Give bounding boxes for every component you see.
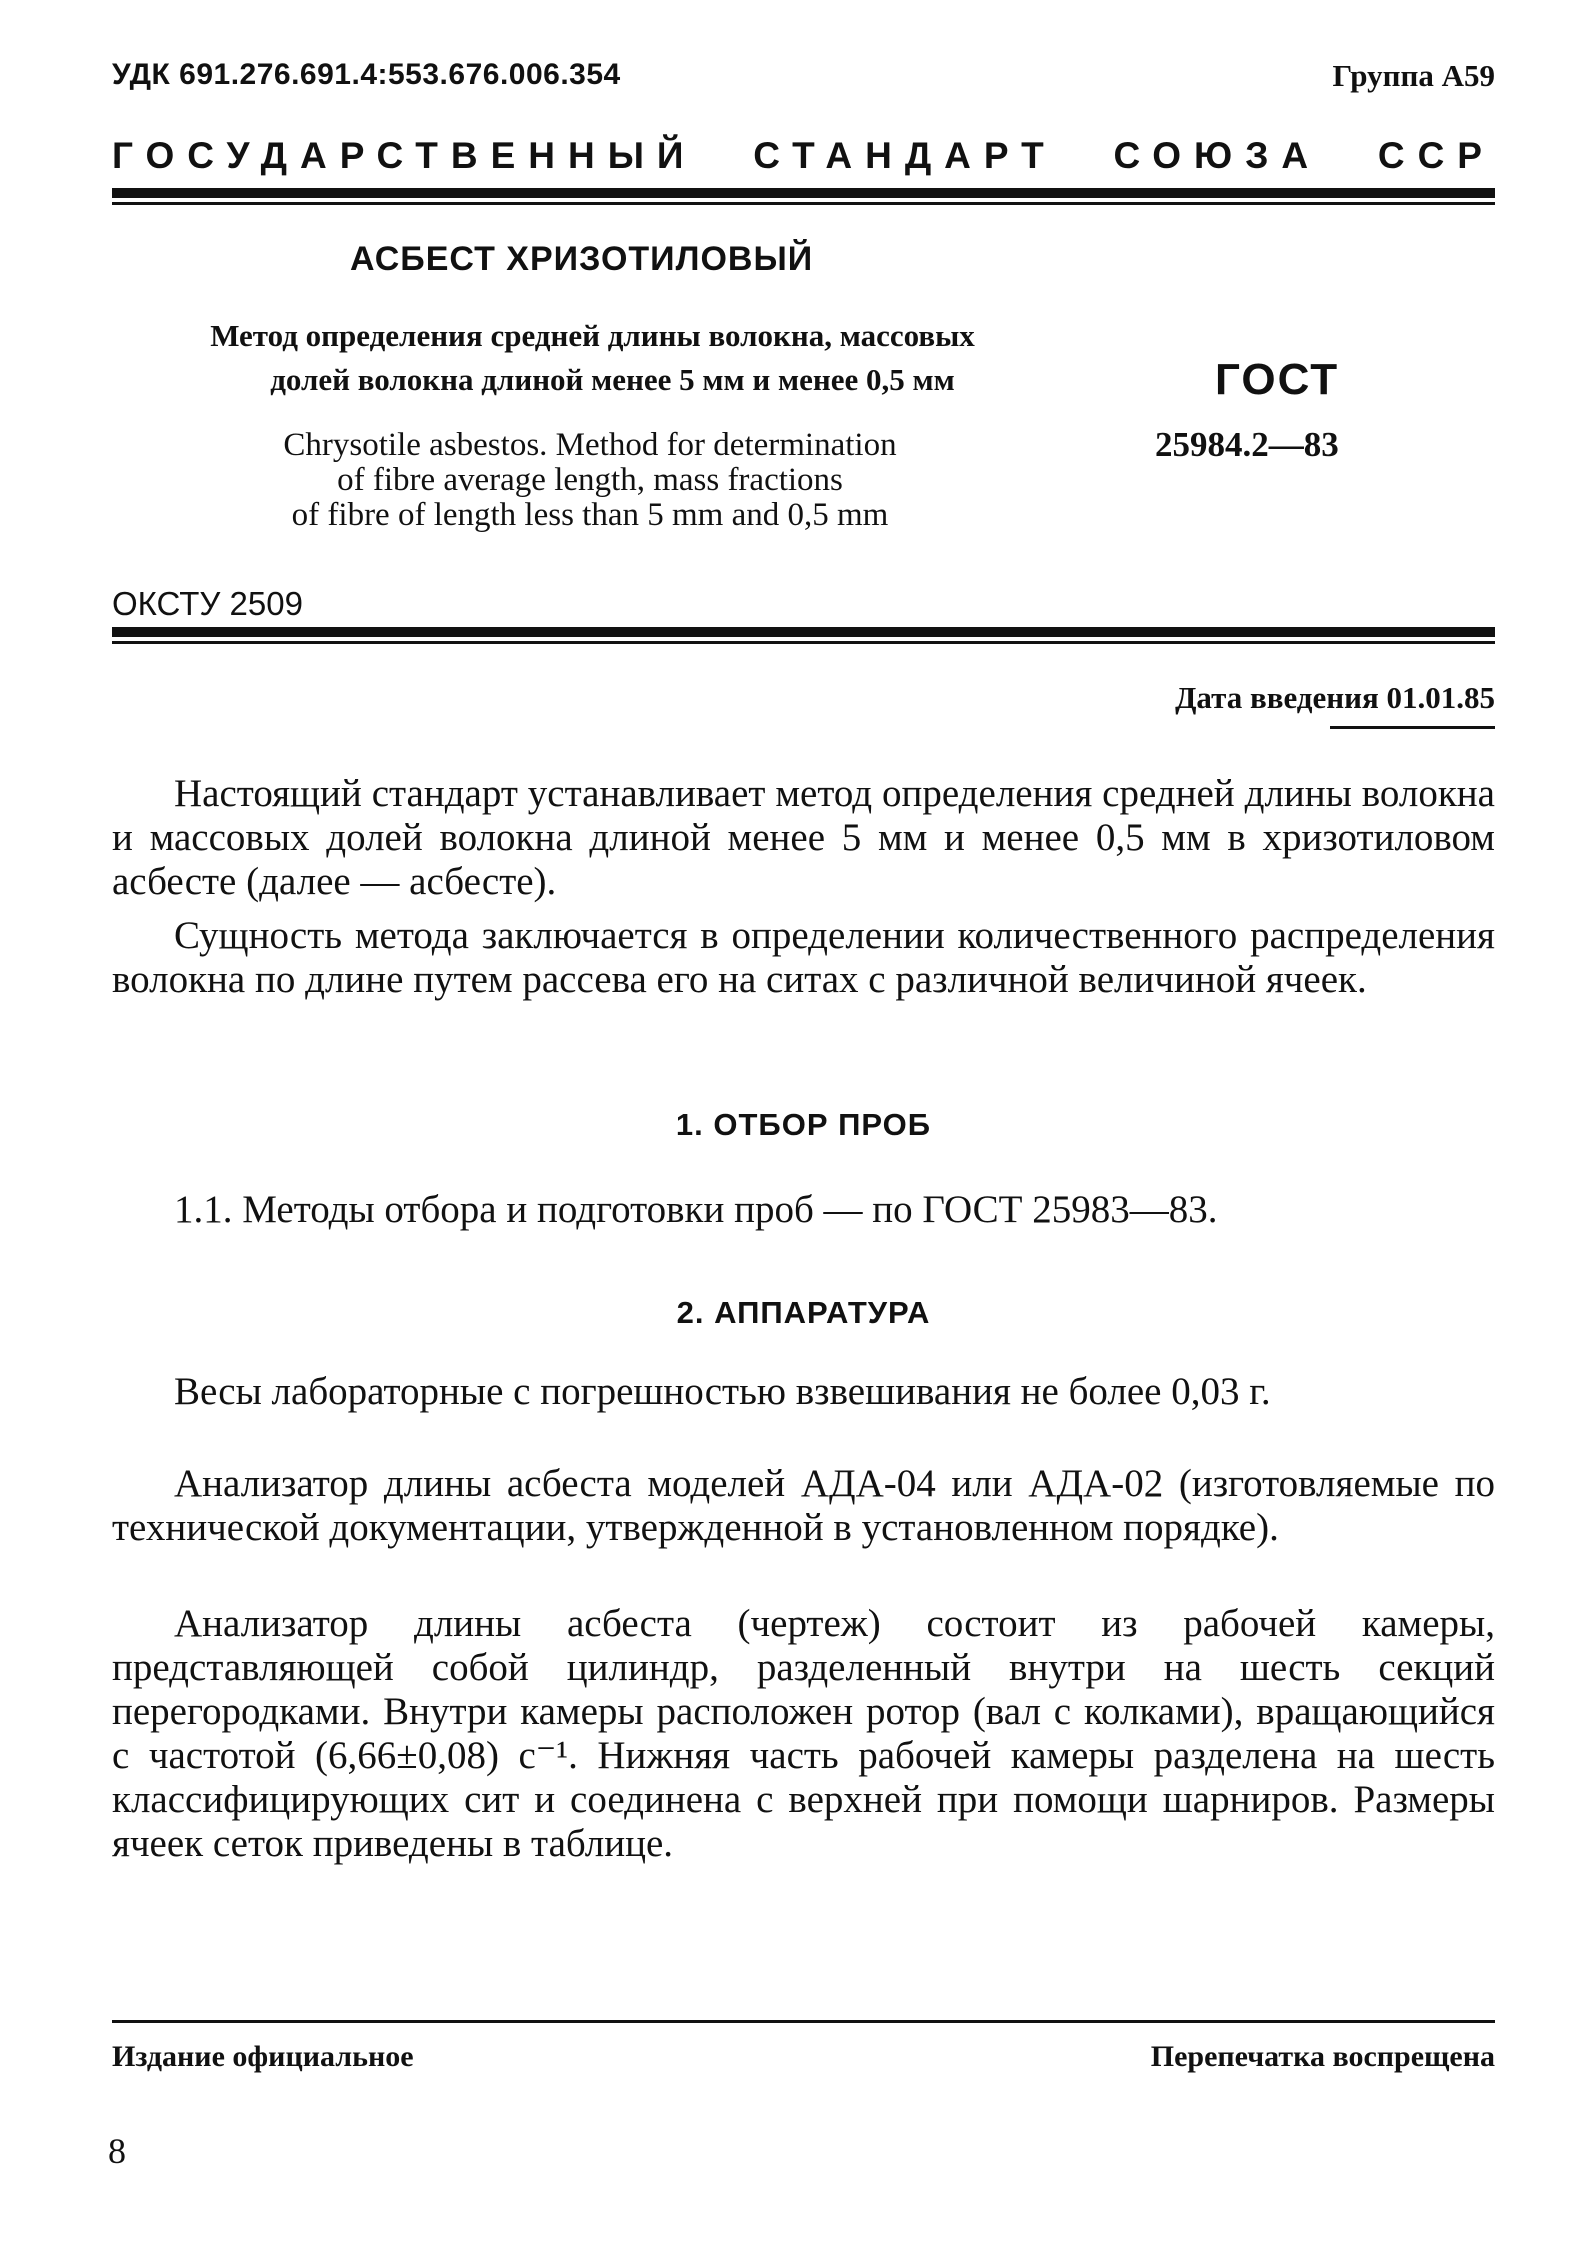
section-2-heading: 2. АППАРАТУРА <box>676 1295 931 1330</box>
group-code: Группа А59 <box>1332 58 1495 93</box>
title-thick-rule <box>112 627 1495 637</box>
official-edition-note: Издание официальное <box>112 2040 414 2073</box>
section-1-1-paragraph: 1.1. Методы отбора и подготовки проб — по ГОСТ 25983—83. <box>174 1188 1218 1231</box>
introduction-date: Дата введения 01.01.85 <box>1175 680 1495 715</box>
analyzer-models-paragraph: Анализатор длины асбеста моделей АДА-04 или АДА-02 (изготовляемые по технической документации, утвержденной в установленном порядке). <box>112 1462 1495 1549</box>
english-title-line-1: Chrysotile asbestos. Method for determination <box>283 427 897 463</box>
scales-paragraph: Весы лабораторные с погрешностью взвешивания не более 0,03 г. <box>174 1370 1271 1413</box>
english-title-line-2: of fibre average length, mass fractions <box>337 462 843 498</box>
subtitle-line-1: Метод определения средней длины волокна, массовых <box>210 318 975 353</box>
state-standard-banner: ГОСУДАРСТВЕННЫЙ СТАНДАРТ СОЮЗА ССР <box>112 135 1495 176</box>
reprint-prohibited-note: Перепечатка воспрещена <box>1150 2040 1495 2073</box>
gost-number: 25984.2—83 <box>1155 425 1339 464</box>
document-title: АСБЕСТ ХРИЗОТИЛОВЫЙ <box>350 240 814 278</box>
gost-label: ГОСТ <box>1215 355 1340 404</box>
section-1-heading: 1. ОТБОР ПРОБ <box>675 1107 932 1142</box>
english-title <box>180 428 1000 533</box>
header-thin-rule <box>112 202 1495 205</box>
essence-paragraph: Сущность метода заключается в определении количественного распределения волокна по длине путем рассева его на ситах с различной величиной ячеек. <box>112 914 1495 1001</box>
subtitle-line-2: долей волокна длиной менее 5 мм и менее 0,5 мм <box>270 362 955 397</box>
header-thick-rule <box>112 188 1495 198</box>
okstu-code: ОКСТУ 2509 <box>112 585 303 622</box>
document-subtitle <box>125 314 1060 402</box>
page-number: 8 <box>108 2131 126 2171</box>
udk-code: УДК 691.276.691.4:553.676.006.354 <box>112 58 621 91</box>
title-thin-rule <box>112 641 1495 644</box>
footer-rule <box>112 2020 1495 2023</box>
english-title-line-3: of fibre of length less than 5 mm and 0,5 mm <box>291 497 889 533</box>
analyzer-description-paragraph: Анализатор длины асбеста (чертеж) состоит из рабочей камеры, представляющей собой цилиндр, разделенный внутри на шесть секций перегородками. Внутри камеры расположен ротор (вал с колками), вращающийся с частотой (6,66±0,08) с⁻¹. Нижняя часть рабочей камеры разделена на шесть классифицирующих сит и соединена с верхней при помощи шарниров. Размеры ячеек сеток приведены в таблице. <box>112 1602 1495 1865</box>
introduction-date-rule <box>1330 726 1495 729</box>
scope-paragraph: Настоящий стандарт устанавливает метод определения средней длины волокна и массовых долей волокна длиной менее 5 мм и менее 0,5 мм в хризотиловом асбесте (далее — асбесте). <box>112 772 1495 903</box>
